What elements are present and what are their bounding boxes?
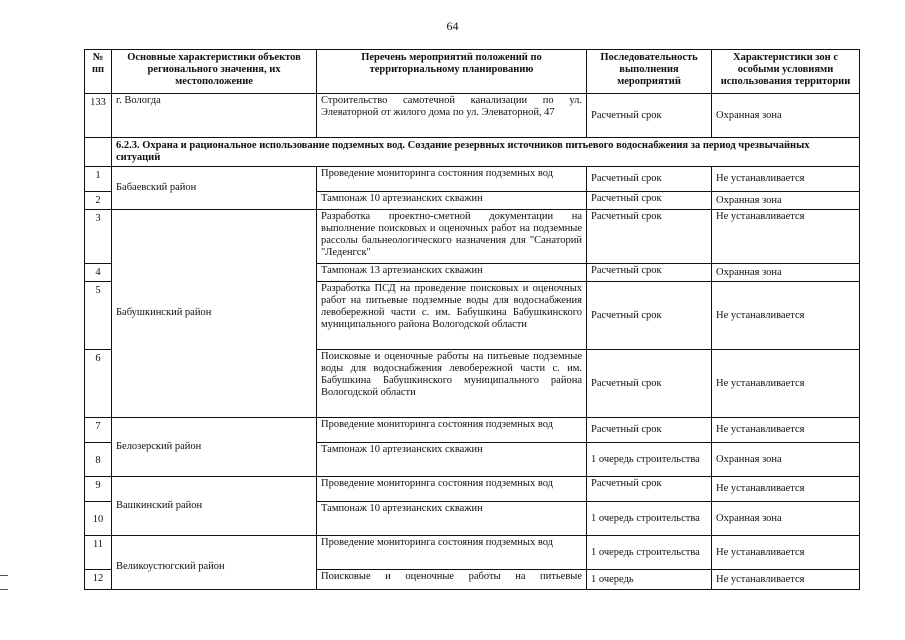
row-number: 7 (85, 418, 112, 443)
zone-text: Охранная зона (712, 264, 860, 282)
district-vashkinsky: Вашкинский район (112, 477, 317, 536)
measure-text: Поисковые и оценочные работы на питьевые (317, 570, 587, 590)
header-objects: Основные характеристики объектов регионального значения, их местоположение (112, 50, 317, 94)
zone-text: Не устанавливается (712, 536, 860, 570)
zone-text: Не устанавливается (712, 570, 860, 590)
zone-text: Не устанавливается (712, 418, 860, 443)
district-velikoustyugsky: Великоустюгский район (112, 536, 317, 590)
zone-text: Не устанавливается (712, 350, 860, 418)
table-row (85, 167, 860, 192)
margin-mark (0, 589, 8, 590)
sequence-text: Расчетный срок (587, 167, 712, 192)
measure-text: Проведение мониторинга состояния подземных вод (317, 536, 587, 570)
header-zones: Характеристики зон с особыми условиями использования территории (712, 50, 860, 94)
row-number: 6 (85, 350, 112, 418)
row-number: 12 (85, 570, 112, 590)
measure-text: Проведение мониторинга состояния подземных вод (317, 477, 587, 502)
table-row (85, 477, 860, 502)
row-number: 11 (85, 536, 112, 570)
row-number: 133 (85, 94, 112, 138)
zone-text: Охранная зона (712, 502, 860, 536)
measure-text: Проведение мониторинга состояния подземных вод (317, 167, 587, 192)
sequence-text: 1 очередь (587, 570, 712, 590)
sequence-text: Расчетный срок (587, 192, 712, 210)
section-title: 6.2.3. Охрана и рациональное использование подземных вод. Создание резервных источников питьевого водоснабжения за период чрезвычайных ситуаций (112, 138, 860, 167)
measure-text: Строительство самотечной канализации по ул. Элеваторной от жилого дома по ул. Элеваторной, 47 (317, 94, 587, 138)
sequence-text: Расчетный срок (587, 282, 712, 350)
sequence-text: Расчетный срок (587, 350, 712, 418)
row-number: 3 (85, 210, 112, 264)
row-number: 5 (85, 282, 112, 350)
header-measures: Перечень мероприятий положений по территориальному планированию (317, 50, 587, 94)
measure-text: Тампонаж 10 артезианских скважин (317, 502, 587, 536)
table-row (85, 418, 860, 443)
district-babushkinsky: Бабушкинский район (112, 210, 317, 418)
row-number: 10 (85, 502, 112, 536)
sequence-text: 1 очередь строительства (587, 502, 712, 536)
sequence-text: Расчетный срок (587, 264, 712, 282)
header-num: № пп (85, 50, 112, 94)
zone-text: Не устанавливается (712, 477, 860, 502)
section-row (85, 138, 860, 167)
zone-text: Не устанавливается (712, 210, 860, 264)
header-sequence: Последовательность выполнения мероприятий (587, 50, 712, 94)
margin-mark (0, 575, 8, 576)
zone-text: Не устанавливается (712, 167, 860, 192)
page-number: 64 (446, 19, 459, 33)
table-header-row (85, 50, 860, 94)
measure-text: Проведение мониторинга состояния подземных вод (317, 418, 587, 443)
zone-text: Не устанавливается (712, 282, 860, 350)
table-row (85, 94, 860, 138)
row-number: 1 (85, 167, 112, 192)
row-number: 4 (85, 264, 112, 282)
object-location: г. Вологда (112, 94, 317, 138)
district-babaevsky: Бабаевский район (112, 167, 317, 210)
measures-table (84, 49, 860, 590)
sequence-text: Расчетный срок (587, 418, 712, 443)
measure-text: Тампонаж 13 артезианских скважин (317, 264, 587, 282)
zone-text: Охранная зона (712, 94, 860, 138)
sequence-text: 1 очередь строительства (587, 536, 712, 570)
row-number: 8 (85, 443, 112, 477)
row-number: 9 (85, 477, 112, 502)
sequence-text: 1 очередь строительства (587, 443, 712, 477)
zone-text: Охранная зона (712, 443, 860, 477)
measure-text: Поисковые и оценочные работы на питьевые подземные воды для водоснабжения левобережной части с. им. Бабушкина Бабушкинского муниципального района Вологодской области (317, 350, 587, 418)
measure-text: Тампонаж 10 артезианских скважин (317, 443, 587, 477)
section-empty-cell (85, 138, 112, 167)
measure-text: Разработка проектно-сметной документации на выполнение поисковых и оценочных работ на подземные рассолы бальнеологического назначения для "Санаторий "Леденгск" (317, 210, 587, 264)
row-number: 2 (85, 192, 112, 210)
sequence-text: Расчетный срок (587, 94, 712, 138)
district-belozersky: Белозерский район (112, 418, 317, 477)
sequence-text: Расчетный срок (587, 210, 712, 264)
zone-text: Охранная зона (712, 192, 860, 210)
measure-text: Тампонаж 10 артезианских скважин (317, 192, 587, 210)
measure-text: Разработка ПСД на проведение поисковых и оценочных работ на питьевые подземные воды для водоснабжения левобережной части с. им. Бабушкина Бабушкинского муниципального района Вологодской области (317, 282, 587, 350)
table-row (85, 536, 860, 570)
sequence-text: Расчетный срок (587, 477, 712, 502)
table-row (85, 210, 860, 264)
